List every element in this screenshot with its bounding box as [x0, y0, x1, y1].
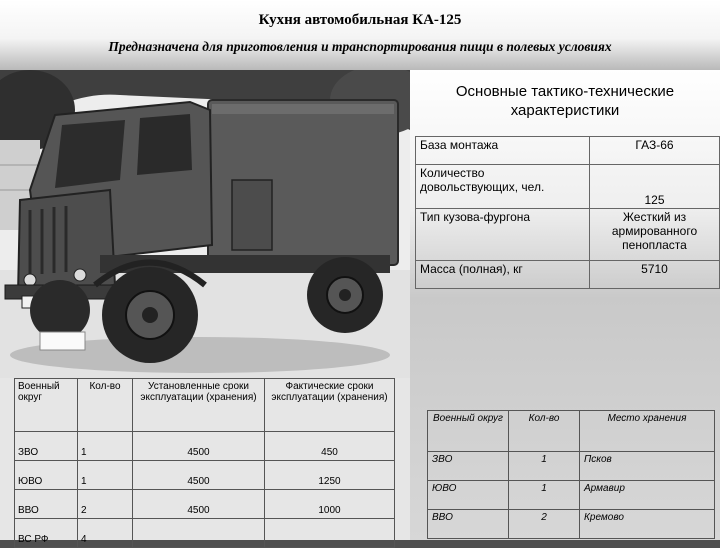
col-header: Кол-во — [509, 411, 580, 452]
spec-label: База монтажа — [416, 137, 590, 165]
col-header: Установленные сроки эксплуатации (хранения) — [133, 379, 265, 432]
col-header: Военный округ — [428, 411, 509, 452]
specs-table — [415, 136, 720, 289]
page-title: Кухня автомобильная КА-125 — [258, 12, 462, 28]
table-cell: 2 — [78, 490, 133, 519]
header-band — [0, 0, 720, 70]
spec-value: Жесткий из армированного пенопласта — [590, 209, 720, 261]
specs-panel — [410, 70, 720, 298]
table-row — [15, 461, 395, 490]
specs-heading-line1: Основные тактико-технические — [455, 83, 675, 100]
table-cell: 4500 — [133, 432, 265, 461]
col-header: Военный округ — [15, 379, 78, 432]
spec-row — [416, 209, 720, 261]
table-cell: 1 — [78, 432, 133, 461]
table-cell: ЗВО — [428, 452, 509, 481]
table-cell: ВВО — [428, 510, 509, 539]
table-row — [428, 510, 715, 539]
col-header: Фактические сроки эксплуатации (хранения) — [265, 379, 395, 432]
truck-photo — [0, 70, 410, 378]
table-cell: ЗВО — [15, 432, 78, 461]
table-row — [428, 452, 715, 481]
table-cell: 1250 — [265, 461, 395, 490]
table-cell: Кремово — [580, 510, 715, 539]
storage-table — [427, 410, 715, 539]
table-row — [15, 432, 395, 461]
spec-value: 125 — [590, 165, 720, 209]
table-cell: 1 — [78, 461, 133, 490]
table-header-row — [15, 379, 395, 432]
table-row — [15, 490, 395, 519]
spec-label: Количество довольствующих, чел. — [416, 165, 590, 209]
table-cell — [265, 519, 395, 548]
spec-row — [416, 165, 720, 209]
table-cell: 4500 — [133, 461, 265, 490]
table-row — [428, 481, 715, 510]
spec-row — [416, 137, 720, 165]
specs-heading — [410, 82, 720, 120]
table-cell: ЮВО — [15, 461, 78, 490]
table-cell: 450 — [265, 432, 395, 461]
service-life-table — [14, 378, 395, 548]
spec-label: Тип кузова-фургона — [416, 209, 590, 261]
table-header-row — [428, 411, 715, 452]
page-subtitle: Предназначена для приготовления и транспортирования пищи в полевых условиях — [108, 39, 612, 54]
spec-value: 5710 — [590, 261, 720, 289]
table-cell: 1 — [509, 481, 580, 510]
specs-heading-line2: характеристики — [510, 102, 620, 119]
table-cell: 4500 — [133, 490, 265, 519]
table-row — [15, 519, 395, 548]
table-cell: 2 — [509, 510, 580, 539]
table-cell: Псков — [580, 452, 715, 481]
spec-label: Масса (полная), кг — [416, 261, 590, 289]
spec-row — [416, 261, 720, 289]
table-cell: ВС РФ — [15, 519, 78, 548]
spec-value: ГАЗ-66 — [590, 137, 720, 165]
table-cell: 1000 — [265, 490, 395, 519]
col-header: Кол-во — [78, 379, 133, 432]
table-cell: 1 — [509, 452, 580, 481]
table-cell: 4 — [78, 519, 133, 548]
truck-image — [0, 70, 410, 378]
table-cell: Армавир — [580, 481, 715, 510]
col-header: Место хранения — [580, 411, 715, 452]
table-cell: ВВО — [15, 490, 78, 519]
table-cell — [133, 519, 265, 548]
table-cell: ЮВО — [428, 481, 509, 510]
